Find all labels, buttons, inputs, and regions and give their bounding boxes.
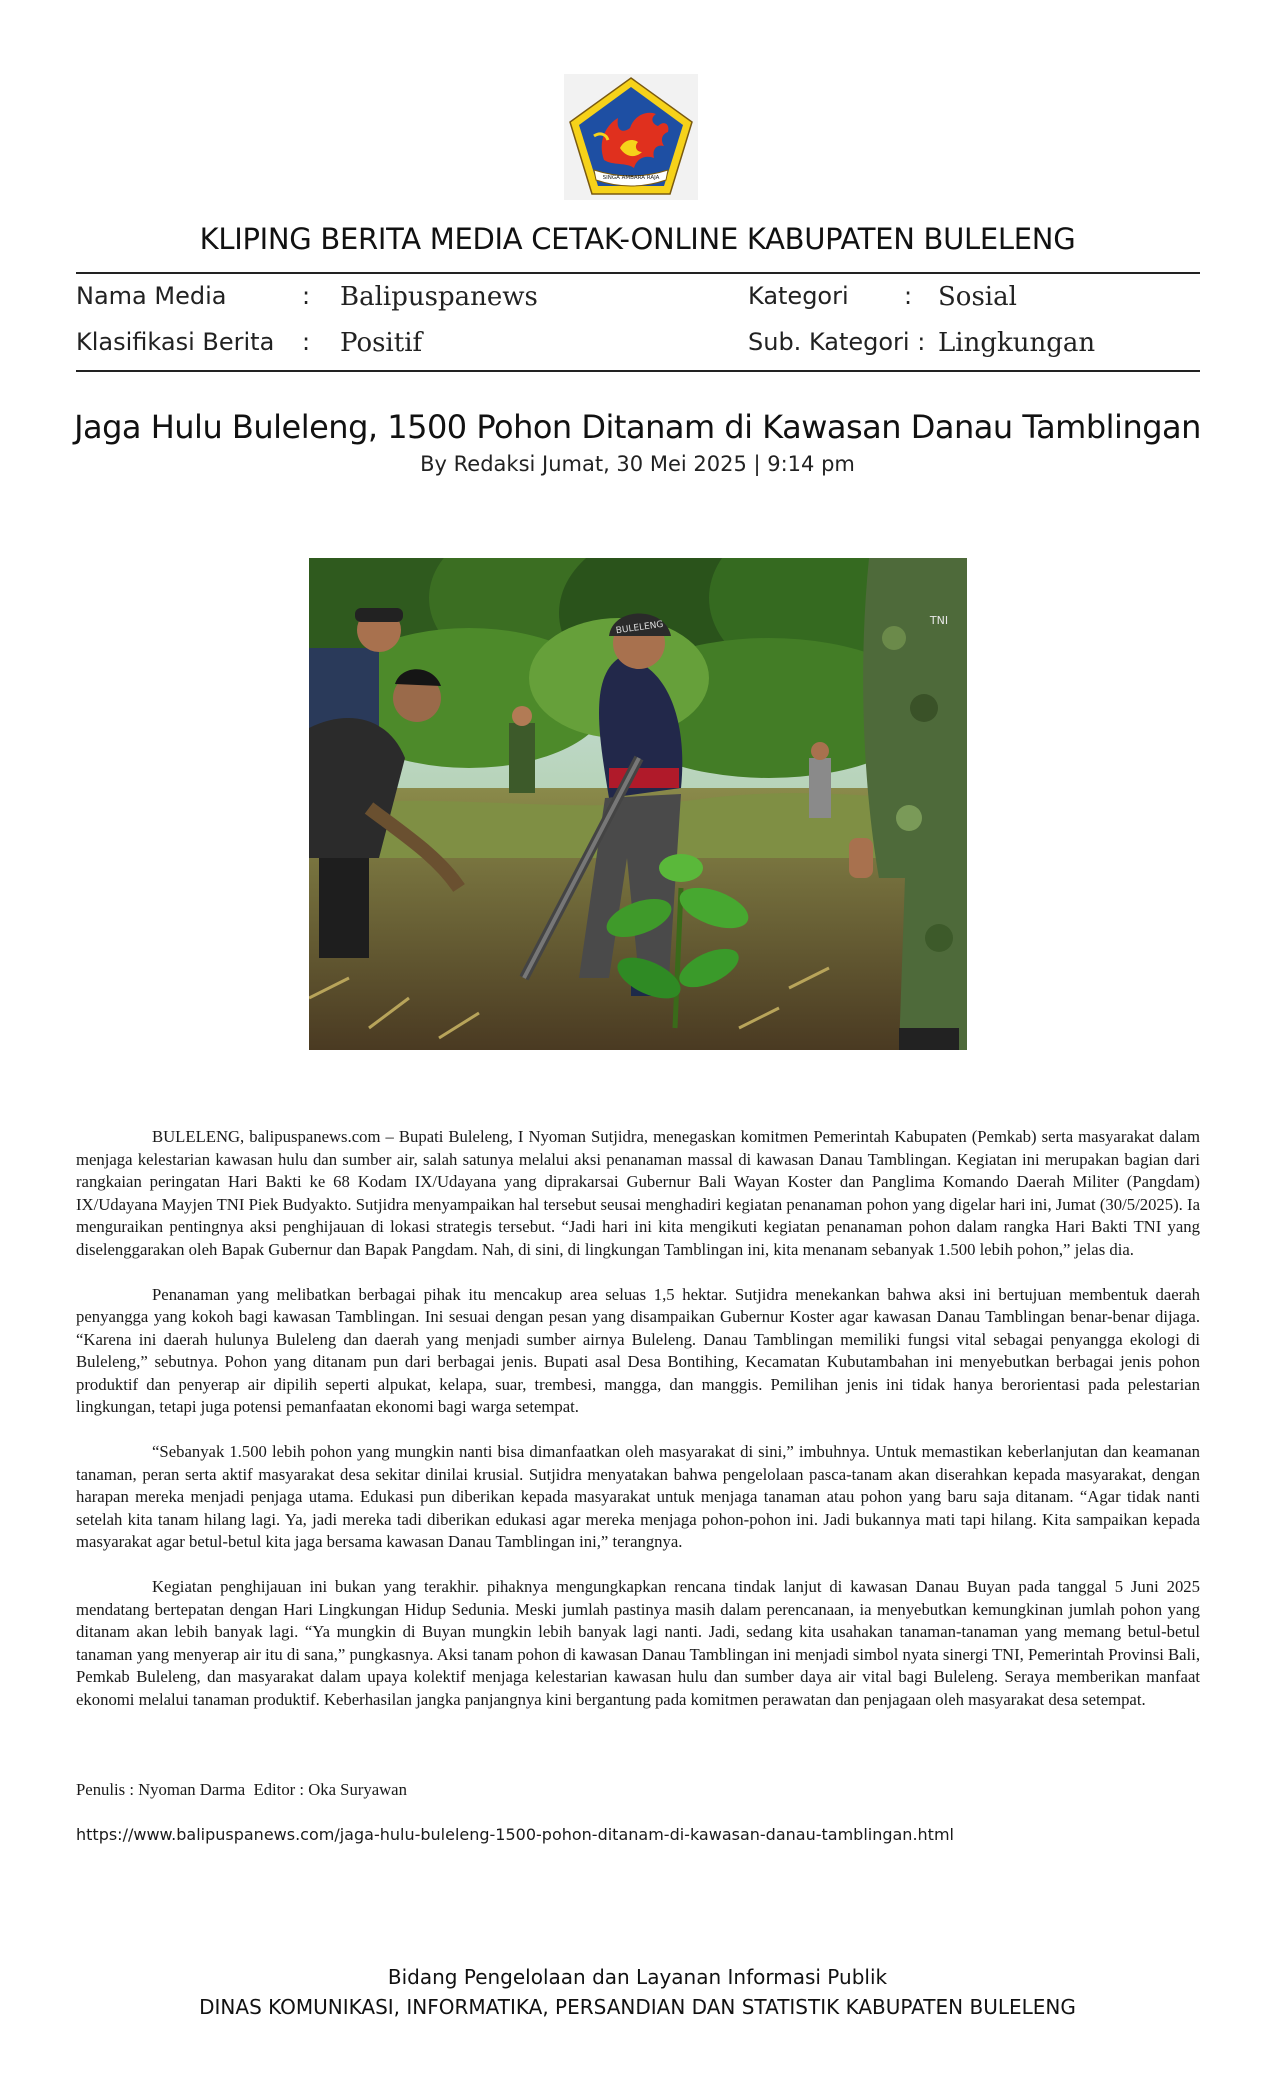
footer-agency: DINAS KOMUNIKASI, INFORMATIKA, PERSANDIAN DAN STATISTIK KABUPATEN BULELENG [199, 1995, 1076, 2019]
article-paragraph: “Sebanyak 1.500 lebih pohon yang mungkin nanti bisa dimanfaatkan oleh masyarakat di sini,” imbuhnya. Untuk memastikan keberlanjutan dan keamanan tanaman, peran serta aktif masyarakat desa sekitar dinilai krusial. Sutjidra menyatakan bahwa pengelolaan pasca-tanam akan diserahkan kepada masyarakat, dengan harapan mereka menjadi penjaga utama. Edukasi pun diberikan kepada masyarakat untuk menjaga tanaman atau pohon yang baru saja ditanam. “Agar tidak nanti setelah kita tanam hilang lagi. Ya, jadi mereka tadi diberikan edukasi agar mereka menjaga pohon-pohon ini. Jadi bukannya mati tapi hilang. Kita sampaikan kepada masyarakat agar betul-betul kita jaga bersama kawasan Danau Tamblingan ini,” terangnya. [76, 1442, 1200, 1551]
bottom-divider [76, 370, 1200, 372]
media-separator: : [302, 282, 311, 310]
emblem-motto: SINGA AMBARA RAJA [602, 175, 660, 181]
article-byline: By Redaksi Jumat, 30 Mei 2025 | 9:14 pm [420, 452, 855, 476]
subkategori-value: Lingkungan [938, 328, 1096, 358]
buleleng-emblem-icon [564, 74, 698, 200]
article-paragraph: BULELENG, balipuspanews.com – Bupati Buleleng, I Nyoman Sutjidra, menegaskan komitmen Pemerintah Kabupaten (Pemkab) serta masyarakat dalam menjaga kelestarian kawasan hulu dan sumber air, salah satunya melalui aksi penanaman massal di kawasan Danau Tamblingan. Kegiatan ini merupakan bagian dari rangkaian peringatan Hari Bakti ke 68 Kodam IX/Udayana yang diprakarsai Gubernur Bali Wayan Koster dan Panglima Komando Daerah Militer (Pangdam) IX/Udayana Mayjen TNI Piek Budyakto. Sutjidra menyampaikan hal tersebut seusai menghadiri kegiatan penanaman pohon yang digelar hari ini, Jumat (30/5/2025). Ia menguraikan pentingnya aksi penghijauan di lokasi strategis tersebut. “Jadi hari ini kita mengikuti kegiatan penanaman pohon dalam rangka Hari Bakti TNI yang diselenggarakan oleh Bapak Gubernur dan Bapak Pangdam. Nah, di sini, di lingkungan Tamblingan ini, kita menanam sebanyak 1.500 lebih pohon,” jelas dia. [76, 1127, 1200, 1259]
article-paragraph: Penanaman yang melibatkan berbagai pihak itu mencakup area seluas 1,5 hektar. Sutjidra menekankan bahwa aksi ini bertujuan membentuk daerah penyangga yang kokoh bagi kawasan Tamblingan. Ini sesuai dengan pesan yang disampaikan Gubernur Koster agar kawasan Danau Tamblingan benar-benar dijaga. “Karena ini daerah hulunya Buleleng dan daerah yang menjadi sumber airnya Buleleng. Danau Tamblingan memiliki fungsi vital sebagai penyangga ekologi di Buleleng,” sebutnya. Pohon yang ditanam pun dari berbagai jenis. Bupati asal Desa Bontihing, Kecamatan Kubutambahan ini menyebutkan berbagai jenis pohon produktif dan penyerap air dipilih seperti alpukat, kelapa, suar, trembesi, mangga, dan manggis. Pemilihan jenis ini tidak hanya berorientasi pada pelestarian lingkungan, tetapi juga potensi pemanfaatan ekonomi bagi warga setempat. [76, 1284, 1200, 1416]
subkategori-label: Sub. Kategori : [748, 328, 926, 356]
photo-patch-text: TNI [929, 614, 949, 627]
klasifikasi-separator: : [302, 328, 311, 356]
article-credits: Penulis : Nyoman Darma Editor : Oka Suryawan [76, 1780, 407, 1799]
news-photo [309, 558, 967, 1050]
article-body [76, 1126, 1200, 1734]
kategori-value: Sosial [938, 282, 1017, 312]
top-divider [76, 272, 1200, 274]
kategori-label: Kategori [748, 282, 849, 310]
clipping-header-title: KLIPING BERITA MEDIA CETAK-ONLINE KABUPATEN BULELENG [199, 222, 1076, 256]
photo-cap-text: BULELENG [615, 619, 665, 637]
klasifikasi-label: Klasifikasi Berita [76, 328, 275, 356]
footer-department: Bidang Pengelolaan dan Layanan Informasi Publik [387, 1965, 888, 1989]
article-paragraph: Kegiatan penghijauan ini bukan yang terakhir. pihaknya mengungkapkan rencana tindak lanjut di kawasan Danau Buyan pada tanggal 5 Juni 2025 mendatang bertepatan dengan Hari Lingkungan Hidup Sedunia. Meski jumlah pastinya masih dalam perencanaan, ia menyebutkan kemungkinan jumlah pohon yang ditanam akan lebih banyak lagi. “Ya mungkin di Buyan mungkin lebih banyak lagi nanti. Jadi, sedang kita usahakan tanaman-tanaman yang memang betul-betul tanaman yang menyerap air itu di sana,” pungkasnya. Aksi tanam pohon di kawasan Danau Tamblingan ini menjadi simbol nyata sinergi TNI, Pemerintah Provinsi Bali, Pemkab Buleleng, dan masyarakat dalam upaya kolektif menjaga kelestarian kawasan hulu dan sumber daya air vital bagi Buleleng. Seraya memberikan manfaat ekonomi melalui tanaman produktif. Keberhasilan jangka panjangnya kini bergantung pada komitmen perawatan dan penjagaan oleh masyarakat desa setempat. [76, 1577, 1200, 1709]
media-value: Balipuspanews [340, 282, 538, 312]
klasifikasi-value: Positif [340, 328, 423, 358]
kategori-separator: : [904, 282, 913, 310]
source-url-link[interactable]: https://www.balipuspanews.com/jaga-hulu-buleleng-1500-pohon-ditanam-di-kawasan-danau-tamblingan.html [76, 1825, 954, 1844]
article-title: Jaga Hulu Buleleng, 1500 Pohon Ditanam di Kawasan Danau Tamblingan [74, 408, 1201, 446]
media-label: Nama Media [76, 282, 227, 310]
